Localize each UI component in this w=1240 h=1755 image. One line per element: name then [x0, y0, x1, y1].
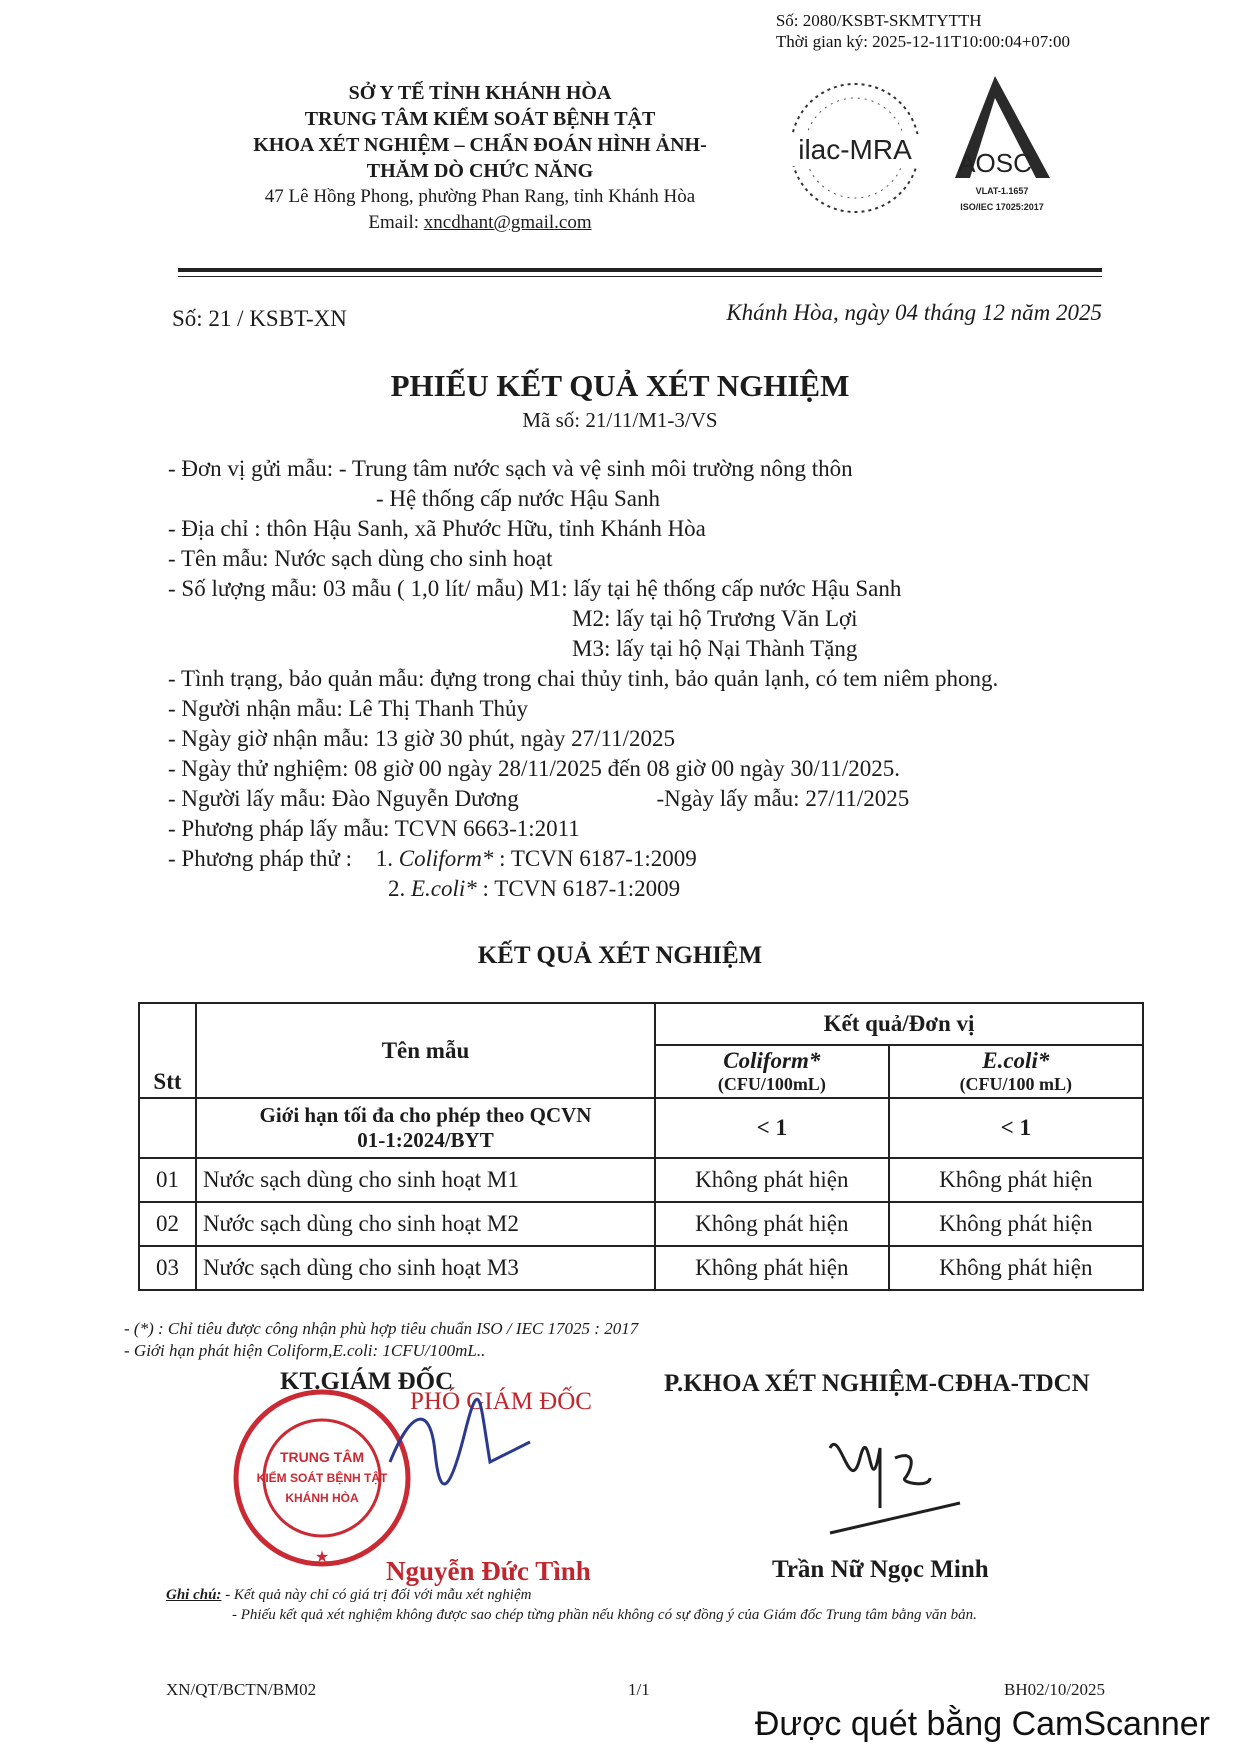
- form-code: XN/QT/BCTN/BM02: [166, 1680, 317, 1699]
- aosc-text: AOSC: [958, 148, 1032, 178]
- e-signature-meta: [776, 10, 1070, 52]
- method-2-std: : TCVN 6187-1:2009: [482, 876, 681, 901]
- info-test-method-2: [168, 874, 1118, 904]
- left-signer-title: KT.GIÁM ĐỐC: [280, 1368, 454, 1395]
- footnote-1: - (*) : Chỉ tiêu được công nhận phù hợp tiêu chuẩn ISO / IEC 17025 : 2017: [124, 1319, 639, 1338]
- row-ecoli: Không phát hiện: [889, 1158, 1143, 1202]
- table-row: [139, 1202, 1143, 1246]
- row-coliform: Không phát hiện: [655, 1158, 889, 1202]
- col-stt: Stt: [139, 1003, 196, 1098]
- page-number: 1/1: [628, 1680, 650, 1699]
- document-number: Số: 21 / KSBT-XN: [172, 306, 347, 331]
- vlat-text: VLAT-1.1657: [975, 186, 1029, 196]
- row-name: Nước sạch dùng cho sinh hoạt M1: [196, 1158, 655, 1202]
- info-unit: - Đơn vị gửi mẫu: - Trung tâm nước sạch và vệ sinh môi trường nông thôn: [168, 456, 853, 481]
- right-signer-name: Trần Nữ Ngọc Minh: [772, 1556, 989, 1583]
- col-coliform: [655, 1045, 889, 1098]
- col-result: Kết quả/Đơn vị: [655, 1003, 1143, 1045]
- e-sign-time: Thời gian ký: 2025-12-11T10:00:04+07:00: [775, 32, 1070, 51]
- info-receiver: - Người nhận mẫu: Lê Thị Thanh Thủy: [168, 696, 528, 721]
- row-coliform: Không phát hiện: [655, 1202, 889, 1246]
- limit-coliform: < 1: [655, 1098, 889, 1158]
- e-sign-number: Số: 2080/KSBT-SKMTYTTH: [775, 11, 982, 30]
- row-ecoli: Không phát hiện: [889, 1202, 1143, 1246]
- row-stt: 03: [139, 1246, 196, 1290]
- info-quantity: - Số lượng mẫu: 03 mẫu ( 1,0 lít/ mẫu) M1: lấy tại hệ thống cấp nước Hậu Sanh: [168, 576, 902, 601]
- document-date: Khánh Hòa, ngày 04 tháng 12 năm 2025: [726, 300, 1102, 325]
- header-line-1: SỞ Y TẾ TỈNH KHÁNH HÒA: [348, 82, 612, 104]
- footnotes: [124, 1318, 638, 1362]
- note-1: - Kết quả này chỉ có giá trị đối với mẫu xét nghiệm: [225, 1587, 532, 1603]
- col-coliform-unit: (CFU/100mL): [717, 1074, 826, 1094]
- col-ecoli-unit: (CFU/100 mL): [959, 1074, 1073, 1094]
- letterhead: [200, 80, 760, 236]
- info-address: - Địa chỉ : thôn Hậu Sanh, xã Phước Hữu, tỉnh Khánh Hòa: [168, 516, 706, 541]
- col-ecoli: [889, 1045, 1143, 1098]
- col-name: Tên mẫu: [196, 1003, 655, 1098]
- svg-text:TRUNG TÂM: TRUNG TÂM: [280, 1449, 364, 1465]
- email-link[interactable]: xncdhant@gmail.com: [423, 212, 592, 233]
- row-name: Nước sạch dùng cho sinh hoạt M2: [196, 1202, 655, 1246]
- info-received-time: - Ngày giờ nhận mẫu: 13 giờ 30 phút, ngày 27/11/2025: [168, 726, 676, 751]
- document-code: Mã số: 21/11/M1-3/VS: [522, 408, 718, 432]
- table-row: [139, 1158, 1143, 1202]
- scanner-watermark: Được quét bằng CamScanner: [754, 1705, 1210, 1743]
- info-quantity-m3: M3: lấy tại hộ Nại Thành Tặng: [572, 636, 858, 661]
- accreditation-logos: [780, 68, 1090, 228]
- limit-ecoli: < 1: [889, 1098, 1143, 1158]
- info-condition: - Tình trạng, bảo quản mẫu: đựng trong chai thủy tinh, bảo quản lạnh, có tem niêm phong.: [168, 666, 999, 691]
- right-signer-title: P.KHOA XÉT NGHIỆM-CĐHA-TDCN: [664, 1370, 1090, 1397]
- row-stt: 01: [139, 1158, 196, 1202]
- notes-label: Ghi chú:: [166, 1587, 222, 1603]
- ilac-text: ilac-MRA: [798, 134, 912, 165]
- header-divider: [178, 268, 1102, 272]
- left-signer-name: Nguyễn Đức Tình: [386, 1556, 591, 1586]
- ilac-mra-logo: [786, 84, 924, 212]
- header-line-4: THĂM DÒ CHỨC NĂNG: [366, 160, 594, 182]
- header-address: 47 Lê Hồng Phong, phường Phan Rang, tỉnh Khánh Hòa: [264, 186, 696, 207]
- info-sampler-line: [168, 784, 1118, 814]
- version-code: BH02/10/2025: [1004, 1680, 1106, 1699]
- col-ecoli-label: E.coli*: [982, 1048, 1050, 1073]
- row-coliform: Không phát hiện: [655, 1246, 889, 1290]
- limit-label: Giới hạn tối đa cho phép theo QCVN 01-1:2024/BYT: [196, 1098, 655, 1158]
- info-test-method-1: [168, 844, 1118, 874]
- info-unit-2: - Hệ thống cấp nước Hậu Sanh: [376, 486, 660, 511]
- method-1-name: Coliform*: [398, 846, 494, 871]
- info-test-date: - Ngày thử nghiệm: 08 giờ 00 ngày 28/11/2025 đến 08 giờ 00 ngày 30/11/2025.: [168, 756, 901, 781]
- left-signature: [380, 1392, 540, 1502]
- svg-text:KIỂM SOÁT BỆNH TẬT: KIỂM SOÁT BỆNH TẬT: [256, 1471, 388, 1485]
- test-method-label: - Phương pháp thử :: [168, 846, 353, 871]
- notes: [166, 1585, 977, 1625]
- table-row: [139, 1246, 1143, 1290]
- row-stt: 02: [139, 1202, 196, 1246]
- row-name: Nước sạch dùng cho sinh hoạt M3: [196, 1246, 655, 1290]
- table-header-row: [139, 1003, 1143, 1045]
- info-sampling-method: - Phương pháp lấy mẫu: TCVN 6663-1:2011: [168, 816, 580, 841]
- info-quantity-m2: M2: lấy tại hộ Trương Văn Lợi: [572, 606, 858, 631]
- row-ecoli: Không phát hiện: [889, 1246, 1143, 1290]
- iso-text: ISO/IEC 17025:2017: [960, 202, 1044, 212]
- method-1-std: : TCVN 6187-1:2009: [499, 846, 697, 871]
- method-2-name: E.coli*: [411, 876, 477, 901]
- info-sample-date: -Ngày lấy mẫu: 27/11/2025: [656, 786, 910, 811]
- aosc-logo: [955, 76, 1050, 212]
- note-2: - Phiếu kết quả xét nghiệm không được sao chép từng phần nếu không có sự đồng ý của Giám đốc Trung tâm bằng văn bản.: [232, 1607, 977, 1623]
- col-coliform-label: Coliform*: [723, 1048, 821, 1073]
- info-sample-name: - Tên mẫu: Nước sạch dùng cho sinh hoạt: [168, 546, 553, 571]
- document-title: PHIẾU KẾT QUẢ XÉT NGHIỆM: [390, 368, 850, 403]
- header-line-2: TRUNG TÂM KIỂM SOÁT BỆNH TẬT: [304, 108, 656, 130]
- info-sampler: - Người lấy mẫu: Đào Nguyễn Dương: [168, 786, 519, 811]
- results-title: KẾT QUẢ XÉT NGHIỆM: [477, 942, 763, 969]
- svg-text:★: ★: [314, 1549, 330, 1566]
- email-label: Email:: [368, 212, 420, 233]
- method-1-prefix: 1.: [375, 846, 394, 871]
- method-2-prefix: 2.: [388, 876, 406, 901]
- svg-text:KHÁNH HÒA: KHÁNH HÒA: [285, 1491, 359, 1505]
- sample-info: [168, 454, 1118, 904]
- header-email-line: [200, 210, 760, 236]
- header-line-3: KHOA XÉT NGHIỆM – CHẨN ĐOÁN HÌNH ẢNH-: [253, 134, 707, 156]
- right-signature: [810, 1418, 980, 1538]
- header-divider-thin: [178, 276, 1102, 277]
- left-signer-subtitle: PHÓ GIÁM ĐỐC: [410, 1388, 592, 1415]
- results-table: [138, 1002, 1144, 1291]
- limit-row: [139, 1098, 1143, 1158]
- footnote-2: - Giới hạn phát hiện Coliform,E.coli: 1CFU/100mL..: [124, 1341, 486, 1360]
